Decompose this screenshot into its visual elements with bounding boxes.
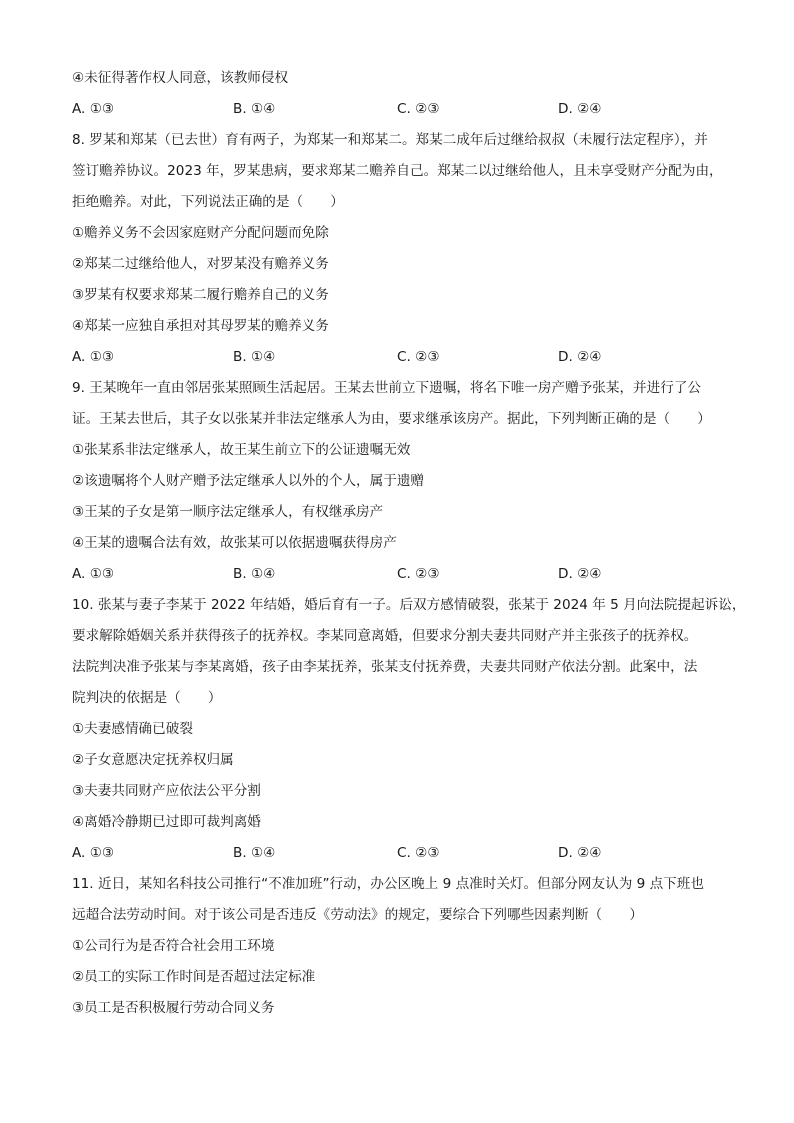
question-9-options [72,559,732,590]
question-10-options [72,838,732,869]
exam-page [72,63,746,1024]
question-11-item-1: ①公司行为是否符合社会用工环境 [72,938,275,954]
stem-line: 8. 罗某和郑某（已去世）育有两子，为郑某一和郑某二。郑某二成年后过继给叔叔（未履行法定程序），并 [72,132,708,148]
stem-line: 法院判决准予张某与李某离婚，孩子由李某抚养，张某支付抚养费，夫妻共同财产依法分割。此案中，法 [72,659,698,675]
question-10-option-d: D. ②④ [558,845,602,861]
question-9-option-c: C. ②③ [397,566,440,582]
stem-line: 远超合法劳动时间。对于该公司是否违反《劳动法》的规定，要综合下列哪些因素判断（ ） [72,907,643,923]
question-11-item-2: ②员工的实际工作时间是否超过法定标准 [72,969,316,985]
prev-option-d: D. ②④ [558,101,602,117]
question-8-option-a: A. ①③ [72,349,115,365]
question-8-option-c: C. ②③ [397,349,440,365]
stem-line: 9. 王某晚年一直由邻居张某照顾生活起居。王某去世前立下遗嘱，将名下唯一房产赠予张某，并进行了公 [72,380,702,396]
question-9-option-b: B. ①④ [233,566,276,582]
stem-line: 证。王某去世后，其子女以张某并非法定继承人为由，要求继承该房产。据此，下列判断正确的是（ ） [72,411,711,427]
question-10-item-4: ④离婚冷静期已过即可裁判离婚 [72,814,261,830]
question-8-options [72,342,732,373]
stem-line: 要求解除婚姻关系并获得孩子的抚养权。李某同意离婚，但要求分割夫妻共同财产并主张孩子的抚养权。 [72,628,698,644]
question-8-item-4: ④郑某一应独自承担对其母罗某的赡养义务 [72,318,329,334]
question-10-item-1: ①夫妻感情确已破裂 [72,721,193,737]
question-9-item-4: ④王某的遗嘱合法有效，故张某可以依据遗嘱获得房产 [72,535,397,551]
question-11-item-3: ③员工是否积极履行劳动合同义务 [72,1000,275,1016]
prev-option-b: B. ①④ [233,101,276,117]
question-10-item-3: ③夫妻共同财产应依法公平分割 [72,783,261,799]
prev-item-4: ④未征得著作权人同意，该教师侵权 [72,70,289,86]
question-8-option-d: D. ②④ [558,349,602,365]
question-10-option-a: A. ①③ [72,845,115,861]
stem-line: 院判决的依据是（ ） [72,690,222,706]
stem-line: 10. 张某与妻子李某于 2022 年结婚，婚后育有一子。后双方感情破裂，张某于 2024 年 5 月向法院提起诉讼， [72,597,746,613]
question-11-stem [72,869,732,931]
question-9-stem [72,373,732,435]
prev-option-c: C. ②③ [397,101,440,117]
question-10-stem [72,590,746,714]
question-9-item-1: ①张某系非法定继承人，故王某生前立下的公证遗嘱无效 [72,442,411,458]
question-8-option-b: B. ①④ [233,349,276,365]
question-8-stem [72,125,732,218]
question-10-option-c: C. ②③ [397,845,440,861]
stem-line: 11. 近日，某知名科技公司推行“不准加班”行动，办公区晚上 9 点准时关灯。但部分网友认为 9 点下班也 [72,876,704,892]
prev-option-a: A. ①③ [72,101,115,117]
question-9-item-2: ②该遗嘱将个人财产赠予法定继承人以外的个人，属于遗赠 [72,473,425,489]
question-10-option-b: B. ①④ [233,845,276,861]
prev-options [72,94,732,125]
question-9-item-3: ③王某的子女是第一顺序法定继承人，有权继承房产 [72,504,384,520]
question-10-item-2: ②子女意愿决定抚养权归属 [72,752,234,768]
question-9-option-a: A. ①③ [72,566,115,582]
stem-line: 签订赡养协议。2023 年，罗某患病，要求郑某二赡养自己。郑某二以过继给他人，且未享受财产分配为由， [72,163,723,179]
question-8-item-3: ③罗某有权要求郑某二履行赡养自己的义务 [72,287,329,303]
stem-line: 拒绝赡养。对此，下列说法正确的是（ ） [72,194,344,210]
question-9-option-d: D. ②④ [558,566,602,582]
question-8-item-2: ②郑某二过继给他人，对罗某没有赡养义务 [72,256,329,272]
question-8-item-1: ①赡养义务不会因家庭财产分配问题而免除 [72,225,329,241]
